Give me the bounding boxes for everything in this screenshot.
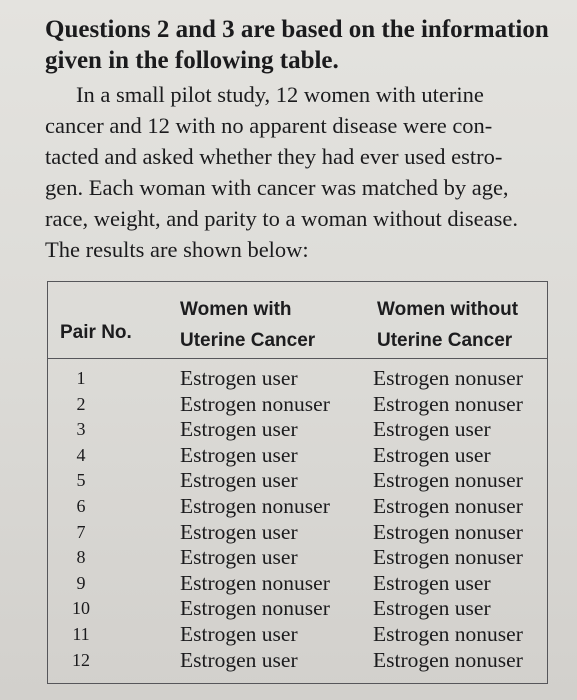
table-row [48, 366, 547, 392]
women-without-cancer-cell: Estrogen nonuser [373, 366, 523, 390]
question-heading [45, 14, 565, 76]
header-with-line-2: Uterine Cancer [180, 330, 316, 351]
women-with-cancer-cell: Estrogen nonuser [180, 596, 330, 621]
women-with-cancer-cell: Estrogen nonuser [180, 570, 330, 595]
intro-line-1: In a small pilot study, 12 women with uterine [76, 82, 484, 107]
heading-line-2: given in the following table. [45, 47, 339, 74]
women-with-cancer-cell: Estrogen user [180, 519, 298, 544]
table-row [48, 596, 547, 622]
results-table [47, 281, 548, 684]
women-with-cancer-cell: Estrogen user [180, 468, 298, 493]
table-row [48, 520, 547, 546]
pair-number-cell: 11 [72, 623, 90, 644]
table-row [48, 545, 547, 571]
table-row [48, 571, 547, 597]
header-without-line-2: Uterine Cancer [377, 330, 513, 351]
pair-number-cell: 5 [76, 470, 86, 491]
women-without-cancer-cell: Estrogen nonuser [373, 468, 523, 493]
table-row [48, 468, 547, 494]
table-row [48, 648, 547, 674]
intro-paragraph [45, 79, 560, 265]
pair-number-cell: 8 [76, 547, 86, 568]
intro-line-6: The results are shown below: [45, 237, 309, 262]
pair-number-cell: 1 [76, 368, 86, 388]
pair-number-cell: 6 [76, 495, 86, 516]
header-with-line-1: Women with [180, 299, 292, 320]
women-with-cancer-cell: Estrogen nonuser [180, 493, 330, 518]
women-without-cancer-cell: Estrogen nonuser [373, 519, 523, 544]
table-row [48, 392, 547, 418]
table-row [48, 417, 547, 443]
intro-line-5: race, weight, and parity to a woman without disease. [45, 206, 518, 231]
header-women-without-cancer [377, 294, 518, 356]
women-without-cancer-cell: Estrogen user [373, 417, 491, 442]
intro-line-2: cancer and 12 with no apparent disease were con- [45, 113, 493, 138]
women-with-cancer-cell: Estrogen user [180, 647, 298, 672]
header-women-with-cancer [180, 294, 315, 356]
table-row [48, 494, 547, 520]
pair-number-cell: 7 [76, 521, 86, 542]
pair-number-cell: 9 [76, 572, 86, 593]
pair-number-cell: 4 [76, 444, 86, 465]
women-without-cancer-cell: Estrogen user [373, 442, 491, 467]
pair-number-cell: 10 [72, 598, 90, 619]
women-without-cancer-cell: Estrogen nonuser [373, 391, 523, 416]
women-with-cancer-cell: Estrogen user [180, 442, 298, 467]
women-with-cancer-cell: Estrogen user [180, 417, 298, 442]
pair-number-cell: 3 [76, 419, 86, 440]
heading-line-1: Questions 2 and 3 are based on the information [45, 16, 549, 43]
table-body [48, 366, 547, 673]
pair-number-cell: 2 [76, 393, 86, 414]
table-row [48, 622, 547, 648]
women-with-cancer-cell: Estrogen user [180, 545, 298, 570]
header-pair-no [60, 317, 132, 348]
women-without-cancer-cell: Estrogen nonuser [373, 545, 523, 570]
women-without-cancer-cell: Estrogen nonuser [373, 647, 523, 672]
table-row [48, 443, 547, 469]
women-without-cancer-cell: Estrogen nonuser [373, 493, 523, 518]
pair-number-cell: 12 [72, 649, 90, 670]
women-without-cancer-cell: Estrogen user [373, 570, 491, 595]
intro-line-4: gen. Each woman with cancer was matched by age, [45, 175, 509, 200]
header-without-line-1: Women without [377, 299, 519, 320]
header-pair-label: Pair No. [60, 322, 132, 343]
women-with-cancer-cell: Estrogen user [180, 621, 298, 646]
women-with-cancer-cell: Estrogen nonuser [180, 391, 330, 416]
women-without-cancer-cell: Estrogen nonuser [373, 621, 523, 646]
women-with-cancer-cell: Estrogen user [180, 366, 298, 390]
women-without-cancer-cell: Estrogen user [373, 596, 491, 621]
header-divider [48, 358, 547, 359]
intro-line-3: tacted and asked whether they had ever used estro- [45, 144, 503, 169]
